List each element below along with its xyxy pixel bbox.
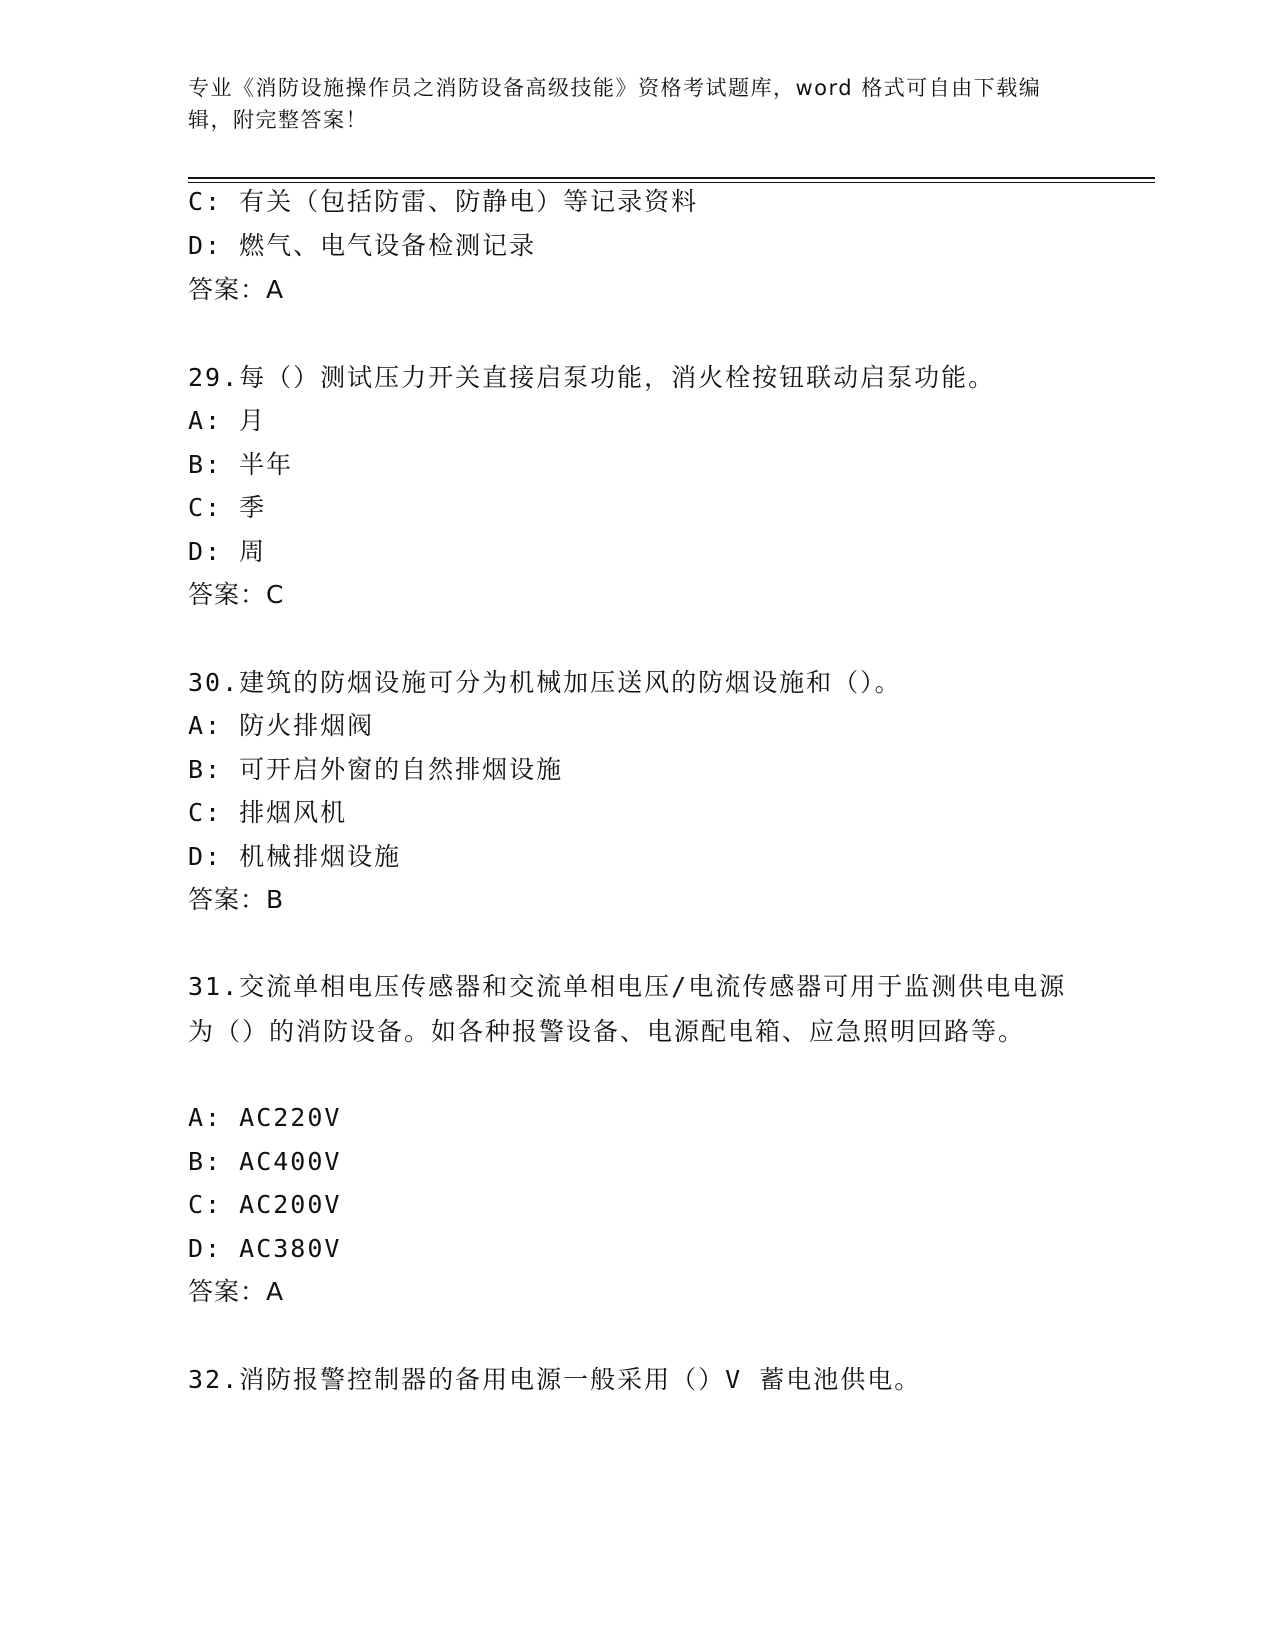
prev-option-c: C: 有关（包括防雷、防静电）等记录资料 [188, 187, 699, 216]
q30-option-c: C: 排烟风机 [188, 798, 348, 827]
q31-answer: 答案：A [188, 1277, 285, 1306]
q30-answer: 答案：B [188, 885, 285, 914]
q29-text: 29.每（）测试压力开关直接启泵功能，消火栓按钮联动启泵功能。 [188, 363, 996, 392]
q32-text: 32.消防报警控制器的备用电源一般采用（）V 蓄电池供电。 [188, 1365, 922, 1394]
q30-option-b: B: 可开启外窗的自然排烟设施 [188, 755, 564, 784]
q29-option-a: A: 月 [188, 406, 267, 435]
q29-answer: 答案：C [188, 580, 285, 609]
document-header: 专业《消防设施操作员之消防设备高级技能》资格考试题库，word 格式可自由下载编辑，附完整答案！ [188, 76, 1042, 132]
prev-answer: 答案：A [188, 275, 285, 304]
q29-option-d: D: 周 [188, 537, 267, 566]
header-rule-thin [188, 182, 1155, 183]
q31-option-d: D: AC380V [188, 1234, 342, 1263]
q29-option-c: C: 季 [188, 493, 267, 522]
q31-option-b: B: AC400V [188, 1147, 342, 1176]
q31-text: 31.交流单相电压传感器和交流单相电压/电流传感器可用于监测供电电源为（）的消防设备。如各种报警设备、电源配电箱、应急照明回路等。 [188, 972, 1067, 1046]
q31-option-c: C: AC200V [188, 1190, 342, 1219]
header-rule-thick [188, 177, 1155, 179]
q31-option-a: A: AC220V [188, 1103, 342, 1132]
q30-option-a: A: 防火排烟阀 [188, 711, 375, 740]
q30-text: 30.建筑的防烟设施可分为机械加压送风的防烟设施和（）。 [188, 668, 902, 697]
q30-option-d: D: 机械排烟设施 [188, 842, 402, 871]
q29-option-b: B: 半年 [188, 450, 294, 479]
prev-option-d: D: 燃气、电气设备检测记录 [188, 231, 537, 260]
